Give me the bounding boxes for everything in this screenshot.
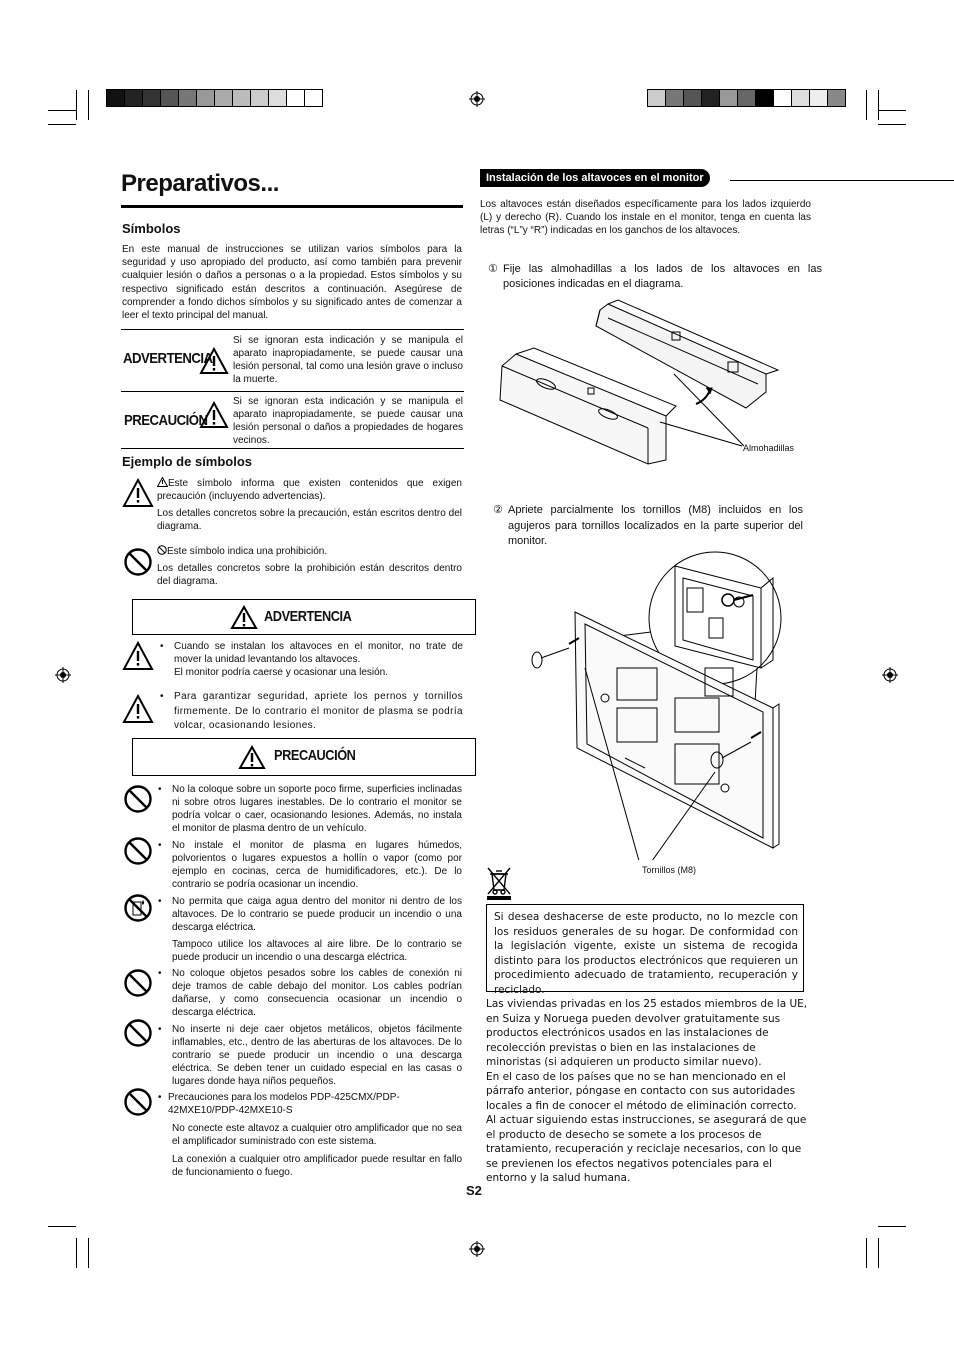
registration-mark-icon xyxy=(882,667,898,683)
prohibition-example-line1 xyxy=(157,545,462,558)
weee-notice-text: Si desea deshacerse de este producto, no lo mezcle con los residuos generales de su hogar. De conformidad con la legislación vigente, existe un sistema de recogida distinto para los productos electrónicos que requieren un procedimiento adecuado de tratamiento, recuperación y reciclado. xyxy=(494,911,798,996)
step-2 xyxy=(493,503,803,550)
warning-triangle-icon xyxy=(199,401,229,429)
weee-paragraph-1: Las viviendas privadas en los 25 estados miembros de la UE, en Suiza y Noruega pueden devolver gratuitamente sus productos electrónicos usados en las instalaciones de recolección previstas o bien en las instalaciones de minoristas (si adquieren un producto similar nuevo). xyxy=(486,998,808,1068)
warning-triangle-icon xyxy=(238,745,266,770)
prohibition-icon xyxy=(123,784,153,814)
caution-item-3-text: No permita que caiga agua dentro del monitor ni dentro de los altavoces. De lo contrario se puede producir un incendio o una descarga eléctrica. xyxy=(172,896,462,933)
advertencia-box-header xyxy=(132,599,476,635)
caution-item-2-text: No instale el monitor de plasma en lugares húmedos, polvorientos o lugares expuestos a hollín o vapor (como por ejemplo en cocinas, cerca de humidificadores, etc.). De lo contrario se podría ocasionar un incendio. xyxy=(172,840,462,890)
caution-item-3: • No permita que caiga agua dentro del monitor ni dentro de los altavoces. De lo contrario se puede producir un incendio o una descarga eléctrica. Tampoco utilice los altavoces al aire libre. De lo contrario se puede producir un incendio o una descarga eléctrica. xyxy=(158,896,462,963)
page-title: Preparativos... xyxy=(121,170,279,197)
precaucion-box-header xyxy=(132,738,476,776)
prohibition-icon xyxy=(123,1087,153,1117)
warning-item-2: • Para garantizar seguridad, apriete los pernos y tornillos firmemente. De lo contrario el monitor de plasma se podría volcar, ocasionando lesiones. xyxy=(160,690,463,734)
divider xyxy=(121,329,464,330)
caution-item-1: • No la coloque sobre un soporte poco firme, superficies inclinadas ni sobre otros lugares inestables. De lo contrario el monitor se podría volcar o caer, ocasionando lesiones. Además, no instala el monitor de plasma dentro de un vehículo. xyxy=(158,784,462,834)
caution-example-line2: Los detalles concretos sobre la precaución, están escritos dentro del diagrama. xyxy=(157,508,462,532)
warning-item-1-text: Cuando se instalan los altavoces en el monitor, no trate de mover la unidad levantando los altavoces. xyxy=(174,641,463,665)
precaucion-box-title: PRECAUCIÓN xyxy=(274,747,356,764)
warning-item-2-text: Para garantizar seguridad, apriete los pernos y tornillos firmemente. De lo contrario el monitor de plasma se podría volcar, ocasionando lesiones. xyxy=(174,691,463,731)
crossed-bin-icon xyxy=(486,866,512,900)
step-1-text: Fije las almohadillas a los lados de los altavoces en las posiciones indicadas en el diagrama. xyxy=(503,263,822,290)
step-1-number: ① xyxy=(488,263,498,275)
caution-example-text: Este símbolo informa que existen contenidos que exigen precaución (incluyendo advertencias). xyxy=(157,478,462,502)
weee-paragraphs xyxy=(486,997,808,1186)
mini-prohibition-icon xyxy=(157,545,167,555)
weee-paragraph-3: Al actuar siguiendo estas instrucciones, se asegurará de que el producto de desecho se somete a los procesos de tratamiento, recuperación y reciclaje necesarios, con lo que se previenen los efectos negativos potenciales para el entorno y la salud humana. xyxy=(486,1114,807,1184)
mini-warning-icon xyxy=(157,477,168,487)
warning-triangle-icon xyxy=(199,347,229,375)
advertencia-label: ADVERTENCIA xyxy=(123,350,213,367)
warning-triangle-icon xyxy=(230,605,258,630)
advertencia-description: Si se ignoran esta indicación y se manipula el aparato inapropiadamente, se puede causar una lesión personal, tal como una lesión grave o incluso la muerte. xyxy=(233,335,463,385)
prohibition-icon xyxy=(123,836,153,866)
page-number: S2 xyxy=(466,1183,482,1198)
advertencia-box-title: ADVERTENCIA xyxy=(264,608,352,625)
caution-item-2: • No instale el monitor de plasma en lugares húmedos, polvorientos o lugares expuestos a hollín o vapor (como por ejemplo en cocinas, cerca de humidificadores, etc.). De lo contrario se podría ocasionar un incendio. xyxy=(158,840,462,890)
precaucion-description: Si se ignoran esta indicación y se manipula el aparato inapropiadamente, se puede causar una lesión personal o daños a propiedades de hogares vecinos. xyxy=(233,396,463,446)
color-bar-right xyxy=(647,89,846,107)
install-heading-rule xyxy=(730,180,954,181)
divider xyxy=(121,448,464,449)
precaucion-label: PRECAUCIÓN xyxy=(124,412,208,429)
title-rule xyxy=(121,205,463,208)
section-heading-simbolos: Símbolos xyxy=(122,221,181,236)
caution-item-5-text: No inserte ni deje caer objetos metálicos, objetos fácilmente inflamables, etc., dentro de las aberturas de los altavoces. De lo contrario se puede producir un incendio o una descarga eléctrica. Se deben tener un cuidado especial en las casas o lugares donde haya niños pequeños. xyxy=(172,1024,462,1087)
prohibition-icon xyxy=(123,968,153,998)
color-bar-left xyxy=(106,89,323,107)
caution-item-4-text: No coloque objetos pesados sobre los cables de conexión ni deje tramos de cable debajo del monitor. Los cables podrían dañarse, y como consecuencia ocasionar un incendio o descarga eléctrica. xyxy=(172,968,462,1018)
caution-item-6-extra2: La conexión a cualquier otro amplificador puede resultar en fallo de funcionamiento o fuego. xyxy=(172,1154,462,1178)
caution-item-6-extra1: No conecte este altavoz a cualquier otro amplificador que no sea el amplificador suministrado con este sistema. xyxy=(172,1123,462,1147)
caution-example-line1 xyxy=(157,477,462,503)
divider xyxy=(121,391,464,392)
install-section-heading: Instalación de los altavoces en el monitor xyxy=(480,169,710,187)
caution-item-6: • Precauciones para los modelos PDP-425CMX/PDP-42MXE10/PDP-42MXE10-S No conecte este altavoz a cualquier otro amplificador que no sea el amplificador suministrado con este sistema. La conexión a cualquier otro amplificador puede resultar en fallo de funcionamiento o fuego. xyxy=(158,1092,462,1178)
no-water-icon xyxy=(123,893,153,923)
prohibition-example-line2: Los detalles concretos sobre la prohibición están descritos dentro del diagrama. xyxy=(157,563,462,587)
caution-item-3-extra: Tampoco utilice los altavoces al aire libre. De lo contrario se puede producir un incendio o una descarga eléctrica. xyxy=(172,939,462,963)
registration-mark-icon xyxy=(469,91,485,107)
caution-triangle-icon xyxy=(122,694,154,724)
step-1 xyxy=(488,262,822,292)
caution-item-1-text: No la coloque sobre un soporte poco firme, superficies inclinadas ni sobre otros lugares inestables. De lo contrario el monitor se podría volcar o caer, ocasionando lesiones. Además, no instala el monitor de plasma dentro de un vehículo. xyxy=(172,784,462,834)
label-tornillos: Tornillos (M8) xyxy=(642,865,697,875)
simbolos-intro: En este manual de instrucciones se utilizan varios símbolos para la seguridad y uso apropiado del producto, así como también para prevenir cualquier lesión o daños a personas o a la propiedad. Estos símbolos y su respectivo significado están descritos a continuación. Asegúrese de comprender a fondo dichos símbolos y su significado antes de comenzar a leer el texto principal del manual. xyxy=(122,244,462,322)
caution-item-5: • No inserte ni deje caer objetos metálicos, objetos fácilmente inflamables, etc., dentro de las aberturas de los altavoces. De lo contrario se puede producir un incendio o una descarga eléctrica. Se deben tener un cuidado especial en las casas o lugares donde haya niños pequeños. xyxy=(158,1024,462,1087)
step-2-number: ② xyxy=(493,504,503,516)
speaker-pads-diagram xyxy=(496,296,786,466)
label-almohadillas: Almohadillas xyxy=(743,443,795,453)
weee-paragraph-2: En el caso de los países que no se han mencionado en el párrafo anterior, póngase en contacto con sus autoridades locales a fin de conocer el método de eliminación correcto. xyxy=(486,1070,797,1112)
caution-item-6-text: Precauciones para los modelos PDP-425CMX/PDP-42MXE10/PDP-42MXE10-S xyxy=(168,1092,400,1116)
caution-triangle-icon xyxy=(122,478,154,508)
warning-item-1-consequence: El monitor podría caerse y ocasionar una lesión. xyxy=(174,667,389,678)
prohibition-icon xyxy=(123,1018,153,1048)
section-heading-ejemplo: Ejemplo de símbolos xyxy=(122,454,253,469)
monitor-screws-diagram xyxy=(525,548,785,860)
prohibition-example-text: Este símbolo indica una prohibición. xyxy=(167,546,328,557)
caution-triangle-icon xyxy=(122,641,154,671)
install-intro: Los altavoces están diseñados específicamente para los lados izquierdo (L) y derecho (R). Cuando los instale en el monitor, tenga en cuenta las letras (“L”y “R”) indicadas en los ganchos de los altavoces. xyxy=(480,199,811,236)
warning-item-1: • Cuando se instalan los altavoces en el monitor, no trate de mover la unidad levantando los altavoces. El monitor podría caerse y ocasionar una lesión. xyxy=(160,641,463,678)
registration-mark-icon xyxy=(469,1241,485,1257)
weee-notice-box xyxy=(486,904,804,996)
prohibition-icon xyxy=(123,547,153,577)
registration-mark-icon xyxy=(55,667,71,683)
caution-item-4: • No coloque objetos pesados sobre los cables de conexión ni deje tramos de cable debajo del monitor. Los cables podrían dañarse, y como consecuencia ocasionar un incendio o descarga eléctrica. xyxy=(158,968,462,1018)
step-2-text: Apriete parcialmente los tornillos (M8) incluidos en los agujeros para tornillos localizados en la parte superior del monitor. xyxy=(508,504,803,547)
